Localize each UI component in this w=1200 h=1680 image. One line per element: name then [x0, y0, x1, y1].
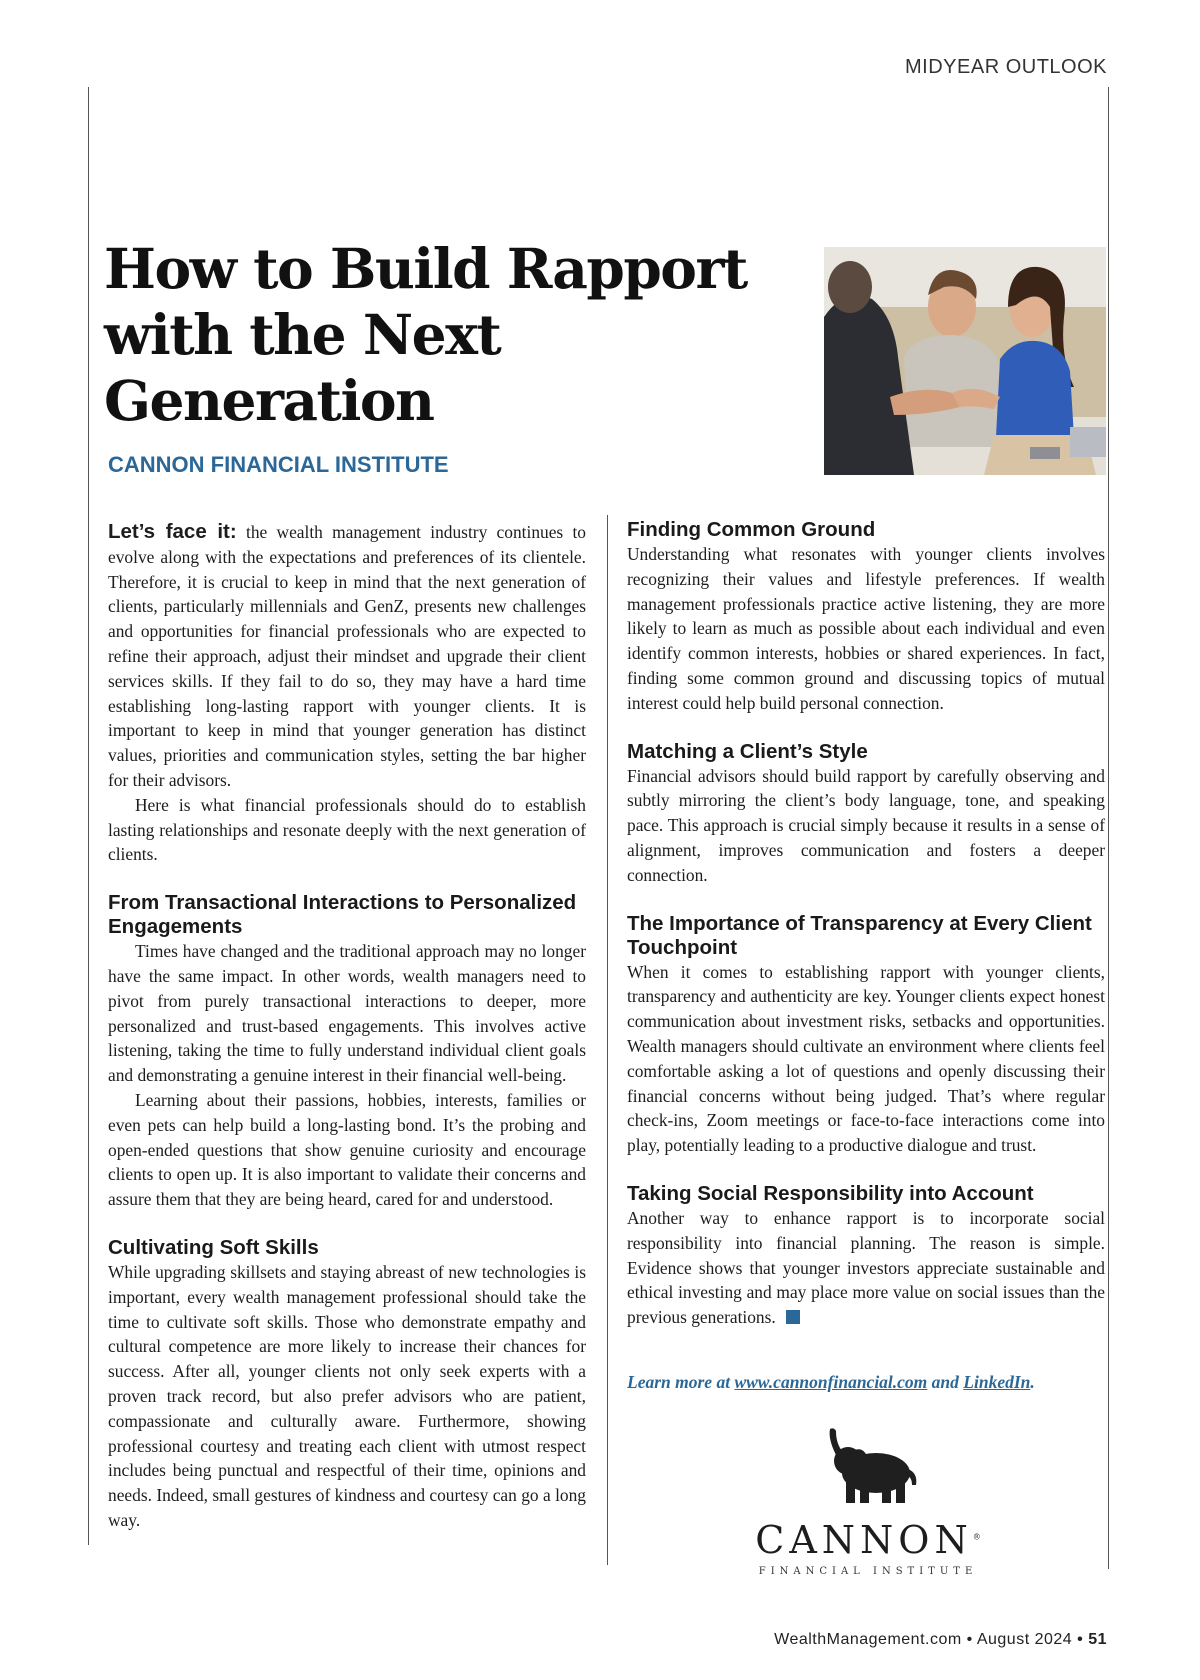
- intro-leadin: Let’s face it:: [108, 520, 237, 543]
- learn-more-and: and: [931, 1371, 959, 1392]
- elephant-icon: [748, 1425, 988, 1515]
- learn-more-suffix: .: [1030, 1371, 1035, 1392]
- registered-mark: ®: [972, 1532, 981, 1542]
- handshake-photo-illustration: [824, 247, 1106, 475]
- transactional-paragraph-2: Learning about their passions, hobbies, interests, families or even pets can help build a long-lasting bond. It’s the probing and open-ended questions that show genuine curiosity and encourage clients to open up. It is also important to validate their concerns and assure them that they are being heard, cared for and understood.: [108, 1089, 586, 1210]
- transparency-paragraph: When it comes to establishing rapport with younger clients, transparency and authenticity are key. Younger clients expect honest communication about investment risks, setbacks and opportunities. Wealth managers should cultivate an environment where clients feel comfortable asking a lot of questions and openly discussing their financial concerns without being judged. That’s where regular check-ins, Zoom meetings or face-to-face interactions come into play, potentially leading to a productive dialogue and trust.: [627, 961, 1105, 1156]
- left-column-rule: [88, 87, 89, 1545]
- footer-separator-2: •: [1077, 1631, 1084, 1648]
- page-footer: [774, 1631, 1107, 1649]
- transactional-paragraph-1: Times have changed and the traditional approach may no longer have the same impact. In other words, wealth managers need to pivot from purely transactional interactions to deeper, more personalized and trust-based engagements. This involves active listening, taking the time to fully understand individual client goals and demonstrating a genuine interest in their financial well-being.: [108, 941, 586, 1086]
- byline: CANNON FINANCIAL INSTITUTE: [108, 452, 449, 477]
- common-ground-paragraph: Understanding what resonates with younger clients involves recognizing their values and lifestyle preferences. If wealth management professionals practice active listening, they are more likely to learn as much as possible about each individual and even identify common interests, hobbies or shared experiences. In fact, finding some common ground and discussing topics of mutual interest could help build personal connection.: [627, 544, 1105, 713]
- article-title-line-1: How to Build Rapport: [104, 236, 747, 301]
- end-mark-icon: [786, 1310, 800, 1324]
- page-number: 51: [1088, 1631, 1107, 1648]
- logo-subtitle: FINANCIAL INSTITUTE: [758, 1566, 978, 1577]
- left-column: [108, 520, 586, 1533]
- footer-separator-1: •: [966, 1631, 973, 1648]
- heading-social-responsibility: Taking Social Responsibility into Account: [627, 1181, 1034, 1205]
- heading-soft-skills: Cultivating Soft Skills: [108, 1235, 319, 1259]
- heading-transparency: The Importance of Transparency at Every Client Touchpoint: [627, 911, 1092, 959]
- social-responsibility-paragraph: [627, 1206, 1105, 1330]
- cannon-website-link[interactable]: www.cannonfinancial.com: [734, 1371, 928, 1392]
- article-title-line-2: with the Next Generation: [104, 302, 501, 433]
- article-photo: [824, 247, 1106, 475]
- learn-more-prefix: Learn more at: [627, 1371, 731, 1392]
- right-column-rule: [1108, 87, 1109, 1569]
- section-label: MIDYEAR OUTLOOK: [905, 56, 1107, 78]
- intro-paragraph-2: Here is what financial professionals should do to establish lasting relationships and resonate deeply with the next generation of clients.: [108, 794, 586, 865]
- heading-client-style: Matching a Client’s Style: [627, 739, 868, 763]
- learn-more-line: [627, 1370, 1105, 1395]
- footer-site: WealthManagement.com: [774, 1631, 962, 1648]
- right-column: [627, 518, 1105, 1395]
- soft-skills-paragraph: While upgrading skillsets and staying abreast of new technologies is important, every wealth management professional should take the time to cultivate soft skills. Those who demonstrate empathy and cultural competence are more likely to increase their chances for success. After all, younger clients not only seek experts with a proven track record, but also prefer advisors who are patient, compassionate and culturally aware. Furthermore, showing professional courtesy and treating each client with utmost respect includes being punctual and respectful of their time, opinions and needs. Indeed, small gestures of kindness and courtesy can go a long way.: [108, 1261, 586, 1530]
- heading-transactional: From Transactional Interactions to Personalized Engagements: [108, 891, 577, 939]
- social-responsibility-text: Another way to enhance rapport is to incorporate social responsibility into financial planning. The reason is simple. Evidence shows that younger investors appreciate sustainable and ethical investing and may place more value on social issues than the previous generations.: [627, 1207, 1105, 1328]
- heading-common-ground: Finding Common Ground: [627, 518, 876, 541]
- intro-paragraph: [108, 520, 586, 793]
- linkedin-link[interactable]: LinkedIn: [963, 1371, 1031, 1392]
- footer-date: August 2024: [976, 1631, 1073, 1648]
- article-title: [104, 236, 804, 434]
- logo-wordmark: [748, 1518, 988, 1562]
- client-style-paragraph: Financial advisors should build rapport by carefully observing and subtly mirroring the client’s body language, tone, and speaking pace. This approach is crucial simply because it results in a sense of alignment, improves communication and fosters a deeper connection.: [627, 765, 1105, 885]
- center-column-rule: [607, 515, 608, 1565]
- logo-name: CANNON: [755, 1518, 973, 1562]
- intro-text: the wealth management industry continues to evolve along with the expectations and preferences of its clientele. Therefore, it is crucial to keep in mind that the next generation of clients, particularly millennials and GenZ, presents new challenges and opportunities for financial professionals who are expected to refine their approach, adjust their mindset and upgrade their client services skills. If they fail to do so, they may have a hard time establishing long-lasting rapport with younger clients. It is important to keep in mind that younger generation has distinct values, priorities and communication styles, setting the bar higher for their advisors.: [108, 522, 586, 790]
